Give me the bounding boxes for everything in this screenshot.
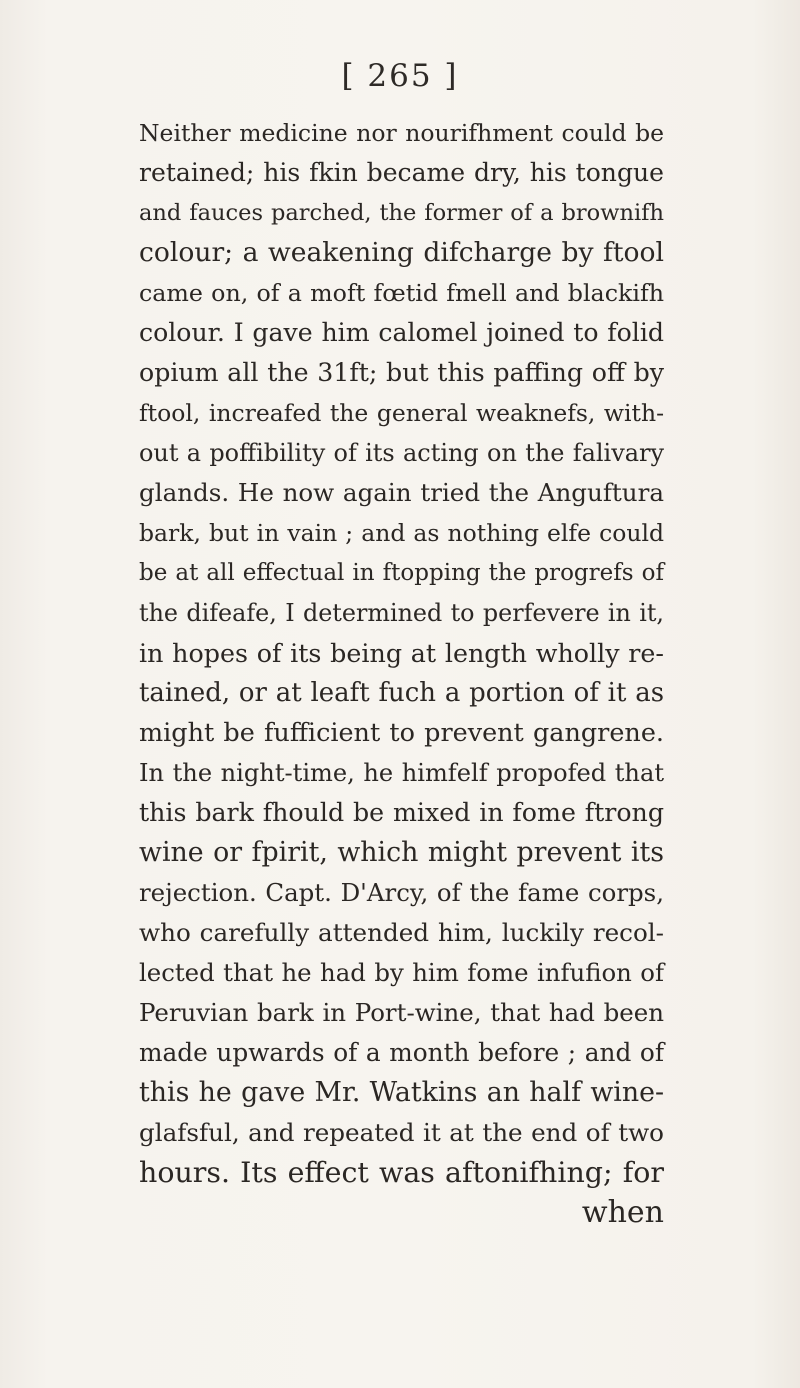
text-line: this bark fhould be mixed in fome ftrong: [139, 798, 664, 827]
text-line: made upwards of a month before ; and of: [139, 1038, 664, 1067]
page-number: [ 265 ]: [341, 58, 459, 94]
text-line: the difeafe, I determined to perfevere in it,: [139, 599, 664, 627]
text-line: lected that he had by him fome infufion of: [139, 958, 664, 987]
text-line: In the night-time, he himfelf propofed that: [139, 759, 664, 787]
text-line: ftool, increafed the general weaknefs, with-: [139, 399, 664, 427]
text-line: and fauces parched, the former of a brownifh: [139, 200, 664, 226]
text-line: colour; a weakening difcharge by ftool: [139, 237, 664, 268]
text-line: Neither medicine nor nourifhment could be: [139, 119, 664, 147]
text-line: opium all the 31ft; but this paffing off by: [139, 358, 664, 387]
text-line: this he gave Mr. Watkins an half wine-: [139, 1077, 664, 1108]
text-line: might be fufficient to prevent gangrene.: [139, 718, 664, 748]
text-line: glafsful, and repeated it at the end of two: [139, 1118, 664, 1147]
text-line: wine or fpirit, which might prevent its: [139, 837, 664, 868]
text-line: in hopes of its being at length wholly re-: [139, 638, 664, 668]
text-line: Peruvian bark in Port-wine, that had been: [139, 998, 664, 1027]
text-line: out a poffibility of its acting on the falivary: [139, 439, 664, 467]
text-line: retained; his fkin became dry, his tongue: [139, 158, 664, 187]
text-line: be at all effectual in ftopping the progrefs of: [139, 560, 664, 586]
catchword: when: [581, 1195, 664, 1230]
text-line: glands. He now again tried the Anguftura: [139, 478, 664, 507]
text-line: tained, or at leaft fuch a portion of it as: [139, 678, 664, 708]
text-line: rejection. Capt. D'Arcy, of the fame corps,: [139, 878, 664, 907]
text-line: came on, of a moft fœtid fmell and blackifh: [139, 279, 664, 307]
text-line: hours. Its effect was aftonifhing; for: [139, 1156, 664, 1189]
text-line: who carefully attended him, luckily recol-: [139, 918, 664, 947]
text-line: bark, but in vain ; and as nothing elfe could: [139, 519, 664, 547]
text-line: colour. I gave him calomel joined to folid: [139, 318, 664, 347]
